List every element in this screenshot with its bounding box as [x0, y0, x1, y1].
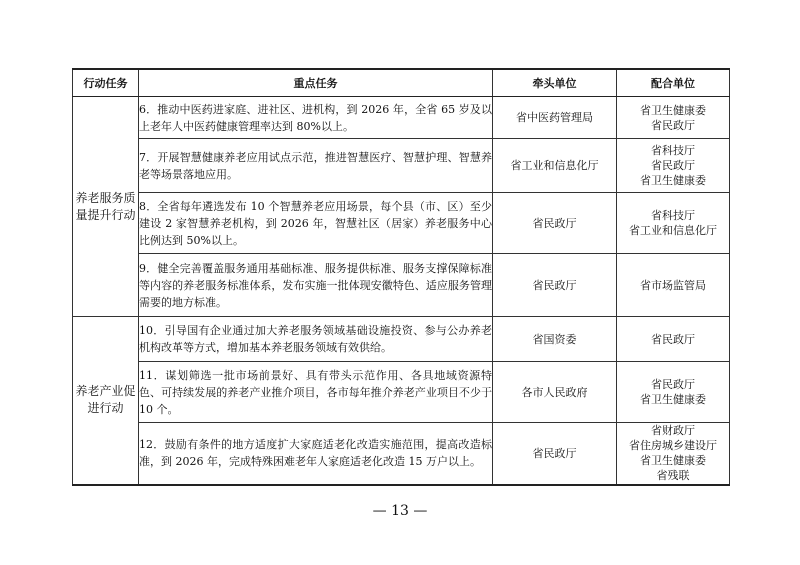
category-cell: 养老服务质量提升行动: [73, 97, 139, 317]
cooperating-unit: 省市场监管局: [640, 278, 706, 292]
cooperating-unit: 省科技厅: [651, 144, 695, 157]
cooperating-unit-cell: [617, 97, 730, 139]
header-action-task: 行动任务: [73, 69, 139, 97]
table-row: [73, 423, 730, 485]
task-cell: 10．引导国有企业通过加大养老服务领域基础设施投资、参与公办养老机构改革等方式，增加基本养老服务领域有效供给。: [139, 317, 493, 362]
page-number: — 13 —: [372, 503, 428, 519]
table-row: [73, 139, 730, 193]
cooperating-unit-cell: [617, 423, 730, 485]
cooperating-unit-cell: [617, 362, 730, 423]
header-lead-unit: 牵头单位: [493, 69, 617, 97]
cooperating-unit: 省残联: [656, 469, 690, 483]
cooperating-unit: 省工业和信息化厅: [629, 224, 717, 237]
cooperating-unit: 省卫生健康委: [640, 454, 706, 468]
task-cell: 6．推动中医药进家庭、进社区、进机构，到 2026 年，全省 65 岁及以上老年人中医药健康管理率达到 80%以上。: [139, 97, 493, 139]
header-key-task: 重点任务: [139, 69, 493, 97]
cooperating-unit: 省住房城乡建设厅: [629, 439, 717, 453]
cooperating-unit: 省卫生健康委: [640, 393, 706, 406]
lead-unit-cell: 各市人民政府: [493, 362, 617, 423]
category-cell: 养老产业促进行动: [73, 317, 139, 485]
table-row: [73, 254, 730, 317]
cooperating-unit: 省卫生健康委: [640, 103, 706, 117]
cooperating-unit: 省卫生健康委: [640, 174, 706, 187]
lead-unit-cell: 省民政厅: [493, 254, 617, 317]
table-row: [73, 362, 730, 423]
header-cooperating-unit: 配合单位: [617, 69, 730, 97]
cooperating-unit: 省财政厅: [651, 424, 695, 438]
cooperating-unit: 省民政厅: [651, 118, 695, 132]
cooperating-unit-cell: [617, 317, 730, 362]
cooperating-unit: 省民政厅: [651, 159, 695, 172]
lead-unit-cell: 省民政厅: [493, 193, 617, 254]
lead-unit-cell: 省国资委: [493, 317, 617, 362]
header-row: [73, 69, 730, 97]
task-cell: 8．全省每年遴选发布 10 个智慧养老应用场景，每个县（市、区）至少建设 2 家智慧养老机构，到 2026 年，智慧社区（居家）养老服务中心比例达到 50%以上。: [139, 193, 493, 254]
task-cell: 9．健全完善覆盖服务通用基础标准、服务提供标准、服务支撑保障标准等内容的养老服务标准体系，发布实施一批体现安徽特色、适应服务管理需要的地方标准。: [139, 254, 493, 317]
lead-unit-cell: 省民政厅: [493, 423, 617, 485]
cooperating-unit-cell: [617, 139, 730, 193]
table-row: [73, 97, 730, 139]
task-cell: 12．鼓励有条件的地方适度扩大家庭适老化改造实施范围，提高改造标准，到 2026 年，完成特殊困难老年人家庭适老化改造 15 万户以上。: [139, 423, 493, 485]
cooperating-unit-cell: [617, 254, 730, 317]
lead-unit-cell: 省工业和信息化厅: [493, 139, 617, 193]
table-row: [73, 193, 730, 254]
table-row: [73, 317, 730, 362]
task-cell: 7．开展智慧健康养老应用试点示范，推进智慧医疗、智慧护理、智慧养老等场景落地应用。: [139, 139, 493, 193]
cooperating-unit-cell: [617, 193, 730, 254]
task-cell: 11．谋划筛选一批市场前景好、具有带头示范作用、各具地域资源特色、可持续发展的养老产业推介项目，各市每年推介养老产业项目不少于 10 个。: [139, 362, 493, 423]
cooperating-unit: 省民政厅: [651, 332, 695, 346]
lead-unit-cell: 省中医药管理局: [493, 97, 617, 139]
cooperating-unit: 省科技厅: [651, 209, 695, 222]
action-plan-table: [72, 68, 730, 486]
cooperating-unit: 省民政厅: [651, 378, 695, 391]
